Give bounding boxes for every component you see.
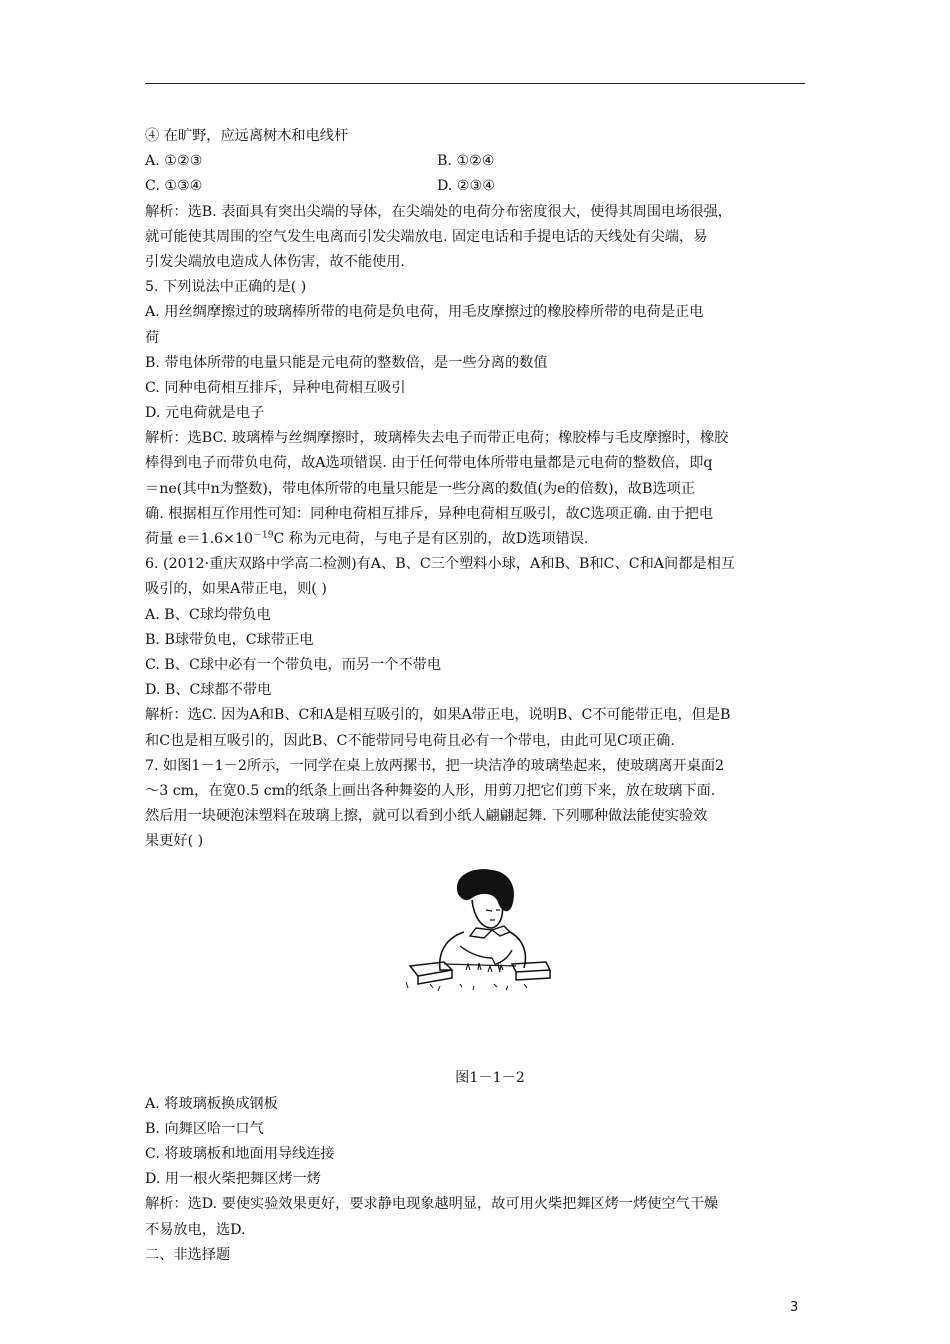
text-line: 解析：选D. 要使实验效果更好，要求静电现象越明显，故可用火柴把舞区烤一烤使空气干燥 [145,1196,719,1213]
text-line: C. 同种电荷相互排斥，异种电荷相互吸引 [145,379,406,396]
text-line: 荷 [145,329,160,346]
text-line: 就可能使其周围的空气发生电离而引发尖端放电. 固定电话和手提电话的天线处有尖端，易 [145,228,708,245]
section-heading: 二、非选择题 [145,1246,231,1263]
option-d: D. ②③④ [437,178,496,195]
option-b: B. ①②④ [437,153,495,170]
text-line: 确. 根据相互作用性可知：同种电荷相互排斥，异种电荷相互吸引，故C选项正确. 由于把电 [145,505,714,522]
text-line: ＝ne(其中n为整数)，带电体所带的电量只能是一些分离的数值(为e的倍数)，故B选项正 [145,480,696,497]
text-line: 吸引的，如果A带正电，则( ) [145,581,327,598]
text-line: 然后用一块硬泡沫塑料在玻璃上擦，就可以看到小纸人翩翩起舞. 下列哪种做法能使实验效 [145,808,708,825]
student-experiment-drawing [400,866,560,996]
text-line: D. 元电荷就是电子 [145,405,265,422]
text-line: 解析：选BC. 玻璃棒与丝绸摩擦时，玻璃棒失去电子而带正电荷；橡胶棒与毛皮摩擦时，橡胶 [145,430,729,447]
text-line: A. B、C球均带负电 [145,606,271,623]
options-row [145,149,810,174]
text-line: 棒得到电子而带负电荷，故A选项错误. 由于任何带电体所带电量都是元电荷的整数倍，即q [145,455,713,472]
question-7-stem: 7. 如图1－1－2所示，一同学在桌上放两摞书，把一块洁净的玻璃垫起来，使玻璃离开桌面2 [145,757,725,774]
text-line: 引发尖端放电造成人体伤害，故不能使用. [145,253,405,270]
text-line: B. 带电体所带的电量只能是元电荷的整数倍，是一些分离的数值 [145,354,548,371]
text-line: A. 用丝绸摩擦过的玻璃棒所带的电荷是负电荷，用毛皮摩擦过的橡胶棒所带的电荷是正电 [145,304,704,321]
text-line: B. B球带负电，C球带正电 [145,631,314,648]
page-number: 3 [790,1300,799,1315]
question-6-stem: 6. (2012·重庆双路中学高二检测)有A、B、C三个塑料小球，A和B、B和C、C和A间都是相互 [145,556,735,573]
option-a: A. ①②③ [145,153,203,170]
option-c: C. 将玻璃板和地面用导线连接 [145,1146,335,1162]
header-rule [145,83,805,84]
text-line: 和C也是相互吸引的，因此B、C不能带同号电荷且必有一个带电，由此可见C项正确. [145,732,675,749]
text-line: 解析：选B. 表面具有突出尖端的导体，在尖端处的电荷分布密度很大，使得其周围电场很强， [145,203,732,220]
charge-exponent: －19 [252,530,274,541]
text-line: ～3 cm，在宽0.5 cm的纸条上画出各种舞姿的人形，用剪刀把它们剪下来，放在玻璃下面. [145,782,716,799]
option-a: A. 将玻璃板换成钢板 [145,1095,278,1112]
option-d: D. 用一根火柴把舞区烤一烤 [145,1171,321,1188]
option-b: B. 向舞区哈一口气 [145,1120,264,1137]
text-line: ④ 在旷野，应远离树木和电线杆 [145,128,349,144]
text-line: 解析：选C. 因为A和B、C和A是相互吸引的，如果A带正电，说明B、C不可能带正电，但是B [145,707,731,724]
text-line: D. B、C球都不带电 [145,682,272,699]
question-5-stem: 5. 下列说法中正确的是( ) [145,279,307,296]
figure-illustration [145,866,810,1066]
charge-suffix: C 称为元电荷，与电子是有区别的，故D选项错误. [273,531,589,547]
text-line: 不易放电，选D. [145,1221,246,1238]
text-line: C. B、C球中必有一个带负电，而另一个不带电 [145,656,442,673]
option-c: C. ①③④ [145,178,203,195]
charge-line [145,527,810,552]
charge-prefix: 荷量 e＝1.6×10 [145,531,253,547]
figure-caption: 图1－1－2 [455,1070,525,1087]
text-line: 果更好( ) [145,833,204,850]
document-body [145,124,810,1268]
options-row [145,174,810,199]
